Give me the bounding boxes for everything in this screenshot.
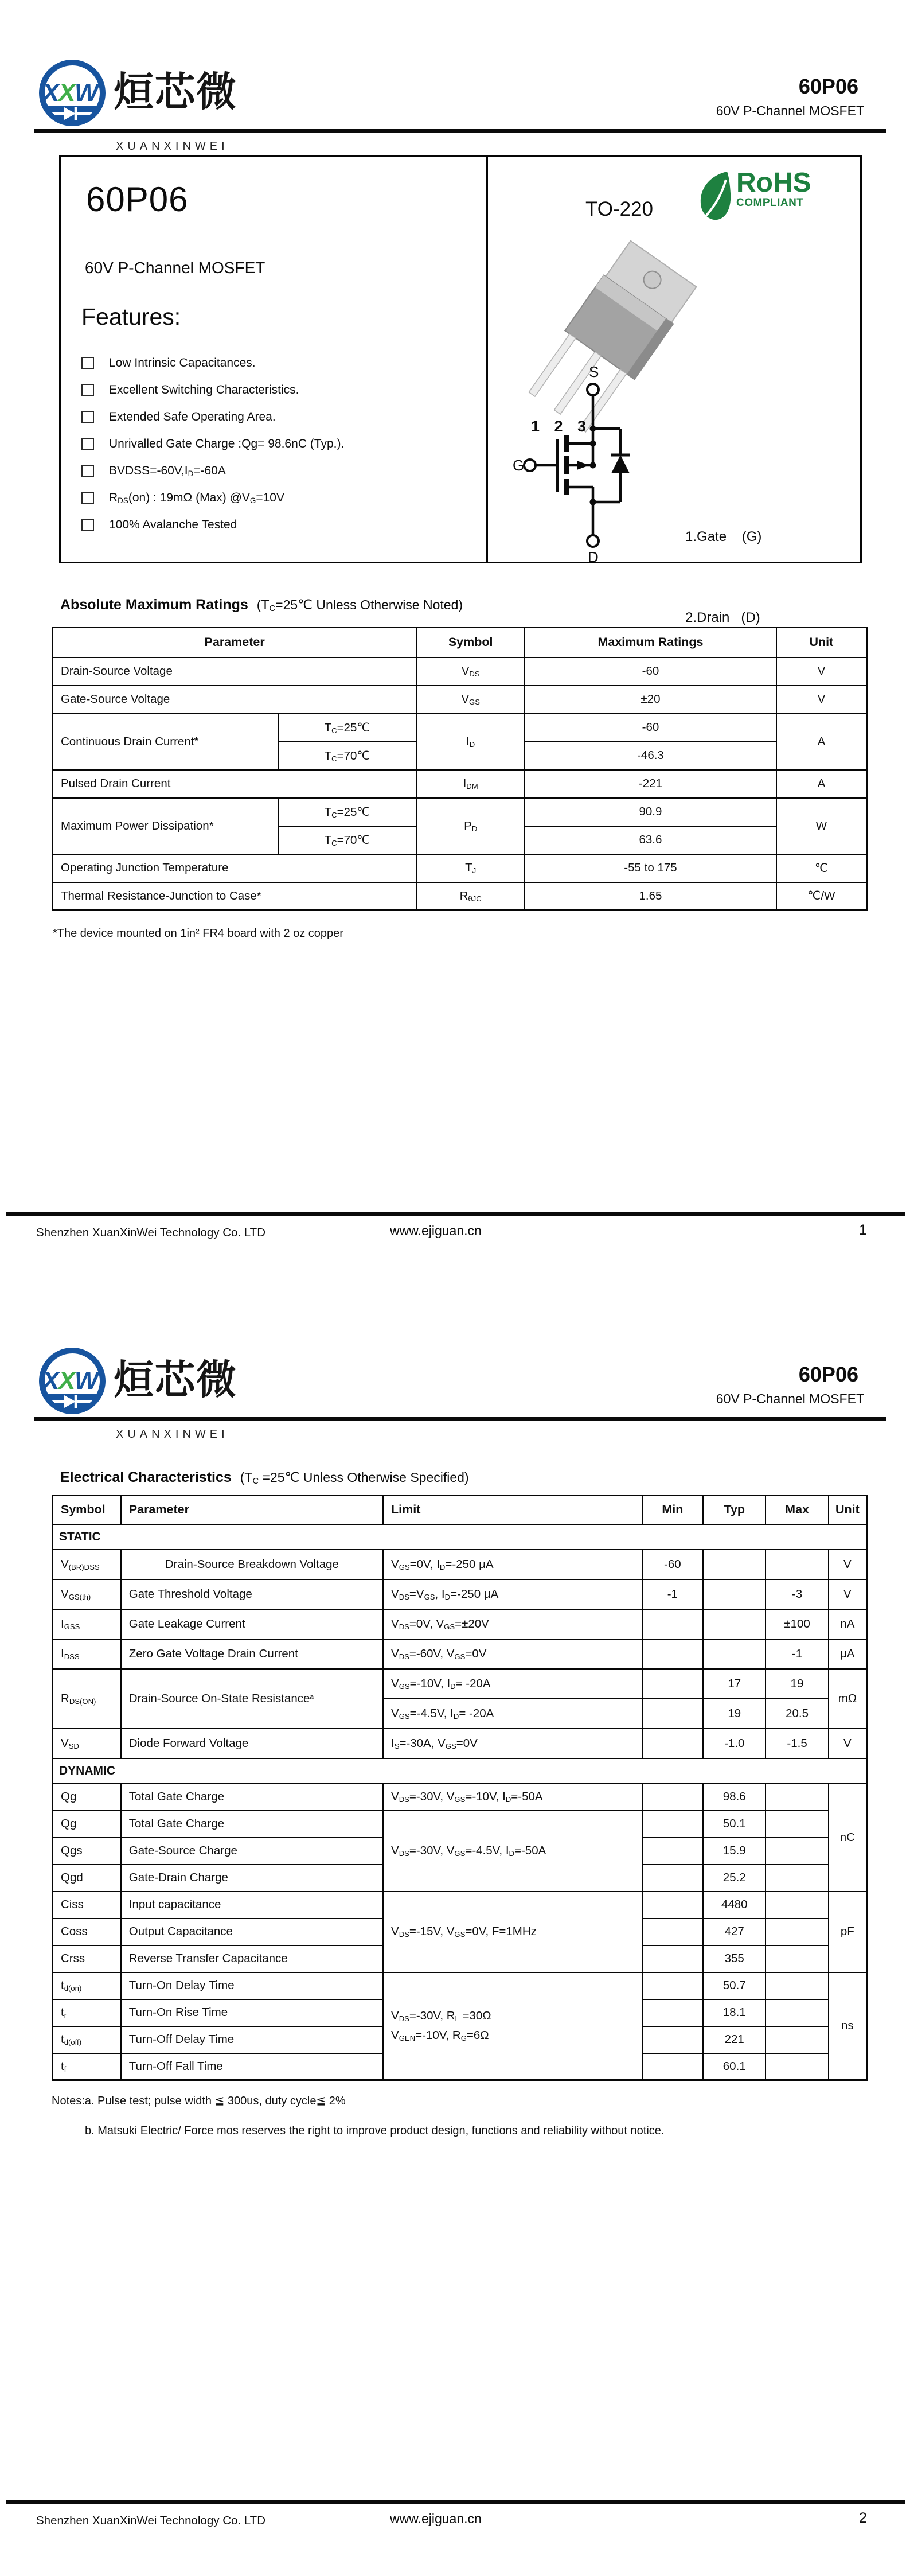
max-cell	[766, 1999, 828, 2026]
symbol-cell: $R_{\theta JC}$	[416, 882, 525, 910]
typ-cell	[703, 1639, 766, 1669]
value-cell: 63.6	[525, 826, 776, 854]
param-cell: Diode Forward Voltage	[121, 1729, 383, 1758]
col-header-min: Min	[642, 1496, 704, 1524]
logo-monogram-x2: X	[58, 1367, 76, 1395]
max-cell	[766, 1550, 828, 1579]
unit-cell: ℃	[776, 854, 867, 882]
symbol-cell: Coss	[53, 1919, 121, 1945]
typ-cell: 25.2	[703, 1865, 766, 1892]
header-subtitle: 60V P-Channel MOSFET	[716, 103, 864, 118]
schematic-gate-label: G	[513, 457, 525, 474]
table-row	[53, 1729, 867, 1758]
typ-cell	[703, 1579, 766, 1609]
symbol-cell: $I_{DM}$	[416, 770, 525, 798]
param-cell: Gate-Source Charge	[121, 1838, 383, 1865]
limit-line: $V_{GEN}=-10V$, $R_G=6\Omega$	[391, 2029, 489, 2043]
feature-item	[81, 518, 466, 532]
max-cell: -1.5	[766, 1729, 828, 1758]
param-cell: Maximum Power Dissipation*	[53, 798, 278, 854]
col-header-max: Max	[766, 1496, 828, 1524]
checkbox-icon	[81, 492, 94, 504]
header-part-number: 60P06	[798, 1363, 858, 1386]
param-cell: Input capacitance	[121, 1892, 383, 1919]
logo-monogram-w: W	[75, 79, 99, 107]
limit-cell: $V_{GS}=-4.5V$, $I_D= -20A$	[383, 1699, 642, 1729]
symbol-cell: $P_D$	[416, 798, 525, 854]
col-header-max-ratings: Maximum Ratings	[525, 628, 776, 657]
rohs-text: RoHS	[736, 168, 811, 198]
max-cell	[766, 1972, 828, 1999]
col-header-parameter: Parameter	[53, 628, 417, 657]
logo-monogram-x1: X	[42, 79, 60, 107]
min-cell	[642, 1838, 704, 1865]
logo-chinese-text: 烜芯微	[114, 69, 237, 114]
checkbox-icon	[81, 357, 94, 369]
unit-cell: V	[829, 1729, 867, 1758]
header-rule	[34, 1417, 886, 1421]
section-row	[53, 1524, 867, 1550]
rohs-compliant-text: COMPLIANT	[736, 197, 804, 209]
table-row	[53, 686, 867, 714]
condition-cell: $T_C=70℃$	[278, 742, 416, 770]
max-cell: 20.5	[766, 1699, 828, 1729]
table-row	[53, 1811, 867, 1838]
absolute-maximum-ratings-table	[52, 627, 868, 911]
typ-cell: 19	[703, 1699, 766, 1729]
symbol-cell: $V_{SD}$	[53, 1729, 121, 1758]
typ-cell: 4480	[703, 1892, 766, 1919]
logo-latin-text: XUANXINWEI	[116, 140, 229, 153]
min-cell	[642, 1919, 704, 1945]
electrical-characteristics-table	[52, 1495, 868, 2081]
symbol-cell: $V_{GS}$	[416, 686, 525, 714]
col-header-unit: Unit	[829, 1496, 867, 1524]
param-cell: Reverse Transfer Capacitance	[121, 1945, 383, 1972]
symbol-cell: $I_{DSS}$	[53, 1639, 121, 1669]
typ-cell: 221	[703, 2026, 766, 2053]
package-name: TO-220	[585, 198, 654, 220]
footer-website: www.ejiguan.cn	[390, 1223, 482, 1238]
value-cell: ±20	[525, 686, 776, 714]
min-cell	[642, 1699, 704, 1729]
param-cell: Turn-Off Fall Time	[121, 2053, 383, 2080]
checkbox-icon	[81, 384, 94, 396]
schematic-drain-label: D	[588, 548, 599, 566]
symbol-cell: Qgd	[53, 1865, 121, 1892]
footer-rule	[6, 2500, 905, 2504]
unit-cell: nA	[829, 1609, 867, 1639]
limit-cell: $V_{DS}=-30V$, $V_{GS}=-10V$, $I_D=-50A$	[383, 1784, 642, 1811]
feature-text: 100% Avalanche Tested	[109, 518, 237, 531]
unit-cell: A	[776, 714, 867, 770]
feature-text: Extended Safe Operating Area.	[109, 410, 276, 423]
condition-cell: $T_C=25℃$	[278, 798, 416, 826]
param-cell: Gate Leakage Current	[121, 1609, 383, 1639]
symbol-cell: $t_f$	[53, 2053, 121, 2080]
ec-heading	[60, 1469, 469, 1486]
pin-legend-gate: 1.Gate (G)	[685, 529, 762, 544]
param-cell: Drain-Source On-State Resistance$^a$	[121, 1669, 383, 1729]
feature-text: Low Intrinsic Capacitances.	[109, 356, 256, 369]
typ-cell	[703, 1609, 766, 1639]
min-cell	[642, 1945, 704, 1972]
feature-item	[81, 356, 466, 370]
typ-cell: -1.0	[703, 1729, 766, 1758]
max-cell	[766, 2026, 828, 2053]
min-cell	[642, 1609, 704, 1639]
feature-item	[81, 437, 466, 451]
typ-cell: 50.1	[703, 1811, 766, 1838]
param-cell: Pulsed Drain Current	[53, 770, 417, 798]
symbol-cell: Qg	[53, 1811, 121, 1838]
note-ref: a	[310, 1692, 314, 1701]
footer-page-number: 2	[859, 2510, 867, 2526]
checkbox-icon	[81, 465, 94, 477]
table-header-row	[53, 1496, 867, 1524]
header-subtitle: 60V P-Channel MOSFET	[716, 1391, 864, 1406]
min-cell	[642, 1811, 704, 1838]
checkbox-icon	[81, 519, 94, 531]
limit-cell: $V_{GS}=-10V$, $I_D= -20A$	[383, 1669, 642, 1699]
max-cell	[766, 1838, 828, 1865]
logo-monogram-x2: X	[58, 79, 76, 107]
max-cell: -3	[766, 1579, 828, 1609]
symbol-cell: $V_{(BR)DSS}$	[53, 1550, 121, 1579]
table-row	[53, 1669, 867, 1699]
amr-footnote: *The device mounted on 1in² FR4 board with 2 oz copper	[53, 927, 343, 940]
param-cell: Gate-Source Voltage	[53, 686, 417, 714]
table-row	[53, 1579, 867, 1609]
table-row	[53, 1639, 867, 1669]
table-row	[53, 798, 867, 826]
limit-cell: $V_{GS}=0V$, $I_D=-250$ μA	[383, 1550, 642, 1579]
param-cell: Drain-Source Breakdown Voltage	[121, 1550, 383, 1579]
table-row	[53, 1784, 867, 1811]
symbol-cell: Ciss	[53, 1892, 121, 1919]
table-header-row	[53, 628, 867, 657]
feature-text: Excellent Switching Characteristics.	[109, 383, 299, 396]
value-cell: -221	[525, 770, 776, 798]
min-cell	[642, 1784, 704, 1811]
table-row	[53, 1972, 867, 1999]
max-cell	[766, 1892, 828, 1919]
symbol-cell: $V_{GS(th)}$	[53, 1579, 121, 1609]
limit-cell: $I_S=-30A$, $V_{GS}=0V$	[383, 1729, 642, 1758]
param-cell: Turn-Off Delay Time	[121, 2026, 383, 2053]
max-cell	[766, 1945, 828, 1972]
table-row	[53, 882, 867, 910]
typ-cell: 15.9	[703, 1838, 766, 1865]
min-cell	[642, 1639, 704, 1669]
unit-cell: ns	[829, 1972, 867, 2080]
table-row	[53, 657, 867, 686]
min-cell	[642, 2026, 704, 2053]
symbol-cell: $V_{DS}$	[416, 657, 525, 686]
typ-cell: 50.7	[703, 1972, 766, 1999]
mosfet-schematic	[508, 364, 658, 566]
min-cell	[642, 1669, 704, 1699]
limit-cell: $V_{DS}=-60V$, $V_{GS}=0V$	[383, 1639, 642, 1669]
param-cell: Operating Junction Temperature	[53, 854, 417, 882]
logo-monogram-w: W	[75, 1367, 99, 1395]
footer-page-number: 1	[859, 1222, 867, 1238]
param-cell: Zero Gate Voltage Drain Current	[121, 1639, 383, 1669]
symbol-cell: $I_D$	[416, 714, 525, 770]
param-cell: Output Capacitance	[121, 1919, 383, 1945]
box-divider	[486, 157, 488, 562]
rohs-leaf-icon	[696, 169, 734, 222]
symbol-cell: Crss	[53, 1945, 121, 1972]
unit-cell: V	[829, 1550, 867, 1579]
checkbox-icon	[81, 411, 94, 423]
param-cell: Continuous Drain Current*	[53, 714, 278, 770]
product-title: 60P06	[86, 180, 189, 219]
typ-cell: 17	[703, 1669, 766, 1699]
limit-cell: $V_{DS}=V_{GS}$, $I_D=-250$ μA	[383, 1579, 642, 1609]
min-cell	[642, 1865, 704, 1892]
section-row	[53, 1758, 867, 1784]
company-logo	[34, 1343, 110, 1422]
limit-cell: $V_{DS}=0V$, $V_{GS}=\pm 20V$	[383, 1609, 642, 1639]
param-cell: Drain-Source Voltage	[53, 657, 417, 686]
col-header-typ: Typ	[703, 1496, 766, 1524]
amr-heading-title: Absolute Maximum Ratings	[60, 597, 248, 613]
min-cell	[642, 2053, 704, 2080]
logo-chinese-text: 烜芯微	[114, 1357, 237, 1402]
condition-cell: $T_C=70℃$	[278, 826, 416, 854]
section-label-dynamic: DYNAMIC	[53, 1758, 867, 1784]
schematic-source-label: S	[589, 364, 599, 380]
min-cell	[642, 1999, 704, 2026]
limit-cell: $V_{DS}=-30V$, $V_{GS}=-4.5V$, $I_D=-50A$	[383, 1811, 642, 1892]
limit-line: $V_{DS}=-30V$, $R_L =30\Omega$	[391, 2009, 491, 2024]
max-cell: 19	[766, 1669, 828, 1699]
value-cell: 90.9	[525, 798, 776, 826]
features-heading: Features:	[81, 303, 181, 330]
table-row	[53, 714, 867, 742]
table-row	[53, 854, 867, 882]
footer-rule	[6, 1212, 905, 1216]
unit-cell: V	[829, 1579, 867, 1609]
symbol-cell: $t_{d(off)}$	[53, 2026, 121, 2053]
value-cell: -60	[525, 657, 776, 686]
value-cell: -60	[525, 714, 776, 742]
unit-cell: ℃/W	[776, 882, 867, 910]
max-cell: -1	[766, 1639, 828, 1669]
logo-monogram-x1: X	[42, 1367, 60, 1395]
col-header-symbol: Symbol	[53, 1496, 121, 1524]
max-cell	[766, 1784, 828, 1811]
typ-cell: 355	[703, 1945, 766, 1972]
feature-item	[81, 410, 466, 424]
symbol-cell: $T_J$	[416, 854, 525, 882]
max-cell	[766, 1919, 828, 1945]
feature-text: $BVDSS=-60V,I_D=-60A$	[109, 464, 226, 478]
max-cell	[766, 1865, 828, 1892]
ec-heading-title: Electrical Characteristics	[60, 1469, 232, 1485]
unit-cell: A	[776, 770, 867, 798]
max-cell: ±100	[766, 1609, 828, 1639]
feature-text: Unrivalled Gate Charge :Qg= 98.6nC (Typ.).	[109, 437, 345, 450]
ec-heading-note: ($T_C$ =25℃ Unless Otherwise Specified)	[240, 1470, 469, 1487]
typ-cell: 98.6	[703, 1784, 766, 1811]
note-b: b. Matsuki Electric/ Force mos reserves the right to improve product design, functions and reliability without notice.	[85, 2124, 665, 2137]
limit-cell	[383, 1972, 642, 2080]
amr-heading-note: ($T_C=25℃$ Unless Otherwise Noted)	[256, 597, 463, 614]
unit-cell: pF	[829, 1892, 867, 1972]
max-cell	[766, 2053, 828, 2080]
feature-text: $R_{DS}(on)$ : 19mΩ (Max) $@V_G=10V$	[109, 491, 284, 505]
unit-cell: V	[776, 686, 867, 714]
typ-cell	[703, 1550, 766, 1579]
typ-cell: 427	[703, 1919, 766, 1945]
amr-heading	[60, 597, 463, 613]
param-cell: Turn-On Rise Time	[121, 1999, 383, 2026]
header-rule	[34, 129, 886, 133]
unit-cell: V	[776, 657, 867, 686]
symbol-cell: Qg	[53, 1784, 121, 1811]
value-cell: -55 to 175	[525, 854, 776, 882]
unit-cell: nC	[829, 1784, 867, 1892]
col-header-limit: Limit	[383, 1496, 642, 1524]
unit-cell: μA	[829, 1639, 867, 1669]
param-cell: Total Gate Charge	[121, 1811, 383, 1838]
limit-cell: $V_{DS}=-15V$, $V_{GS}=0V$, F=1MHz	[383, 1892, 642, 1972]
table-row	[53, 1609, 867, 1639]
value-cell: -46.3	[525, 742, 776, 770]
symbol-cell: Qgs	[53, 1838, 121, 1865]
param-cell: Gate Threshold Voltage	[121, 1579, 383, 1609]
col-header-parameter: Parameter	[121, 1496, 383, 1524]
param-cell: Gate-Drain Charge	[121, 1865, 383, 1892]
min-cell: -60	[642, 1550, 704, 1579]
condition-cell: $T_C=25℃$	[278, 714, 416, 742]
company-logo	[34, 55, 110, 134]
feature-item	[81, 491, 466, 505]
unit-cell: mΩ	[829, 1669, 867, 1729]
typ-cell: 18.1	[703, 1999, 766, 2026]
param-cell: Total Gate Charge	[121, 1784, 383, 1811]
min-cell	[642, 1729, 704, 1758]
typ-cell: 60.1	[703, 2053, 766, 2080]
table-row	[53, 770, 867, 798]
unit-cell: W	[776, 798, 867, 854]
col-header-symbol: Symbol	[416, 628, 525, 657]
pin-legend-drain: 2.Drain (D)	[685, 610, 760, 625]
footer-company: Shenzhen XuanXinWei Technology Co. LTD	[36, 1226, 266, 1239]
checkbox-icon	[81, 438, 94, 450]
param-cell: Thermal Resistance-Junction to Case*	[53, 882, 417, 910]
page-2	[0, 1288, 910, 2576]
min-cell: -1	[642, 1579, 704, 1609]
header-part-number: 60P06	[798, 75, 858, 98]
footer-company: Shenzhen XuanXinWei Technology Co. LTD	[36, 2514, 266, 2527]
symbol-cell: $t_{d(on)}$	[53, 1972, 121, 1999]
section-label-static: STATIC	[53, 1524, 867, 1550]
rohs-logo	[696, 169, 811, 222]
features-list	[81, 356, 466, 545]
logo-latin-text: XUANXINWEI	[116, 1428, 229, 1441]
table-row	[53, 1550, 867, 1579]
symbol-cell: $I_{GSS}$	[53, 1609, 121, 1639]
feature-item	[81, 464, 466, 478]
min-cell	[642, 1972, 704, 1999]
min-cell	[642, 1892, 704, 1919]
max-cell	[766, 1811, 828, 1838]
col-header-unit: Unit	[776, 628, 867, 657]
note-a: Notes:a. Pulse test; pulse width ≦ 300us, duty cycle≦ 2%	[52, 2095, 346, 2107]
symbol-cell: $t_r$	[53, 1999, 121, 2026]
param-cell: Turn-On Delay Time	[121, 1972, 383, 1999]
footer-website: www.ejiguan.cn	[390, 2511, 482, 2526]
value-cell: 1.65	[525, 882, 776, 910]
symbol-cell: $R_{DS(ON)}$	[53, 1669, 121, 1729]
feature-item	[81, 383, 466, 397]
table-row	[53, 1892, 867, 1919]
product-subtitle: 60V P-Channel MOSFET	[85, 259, 265, 277]
pin-numbers: 1 2 3	[531, 418, 587, 435]
